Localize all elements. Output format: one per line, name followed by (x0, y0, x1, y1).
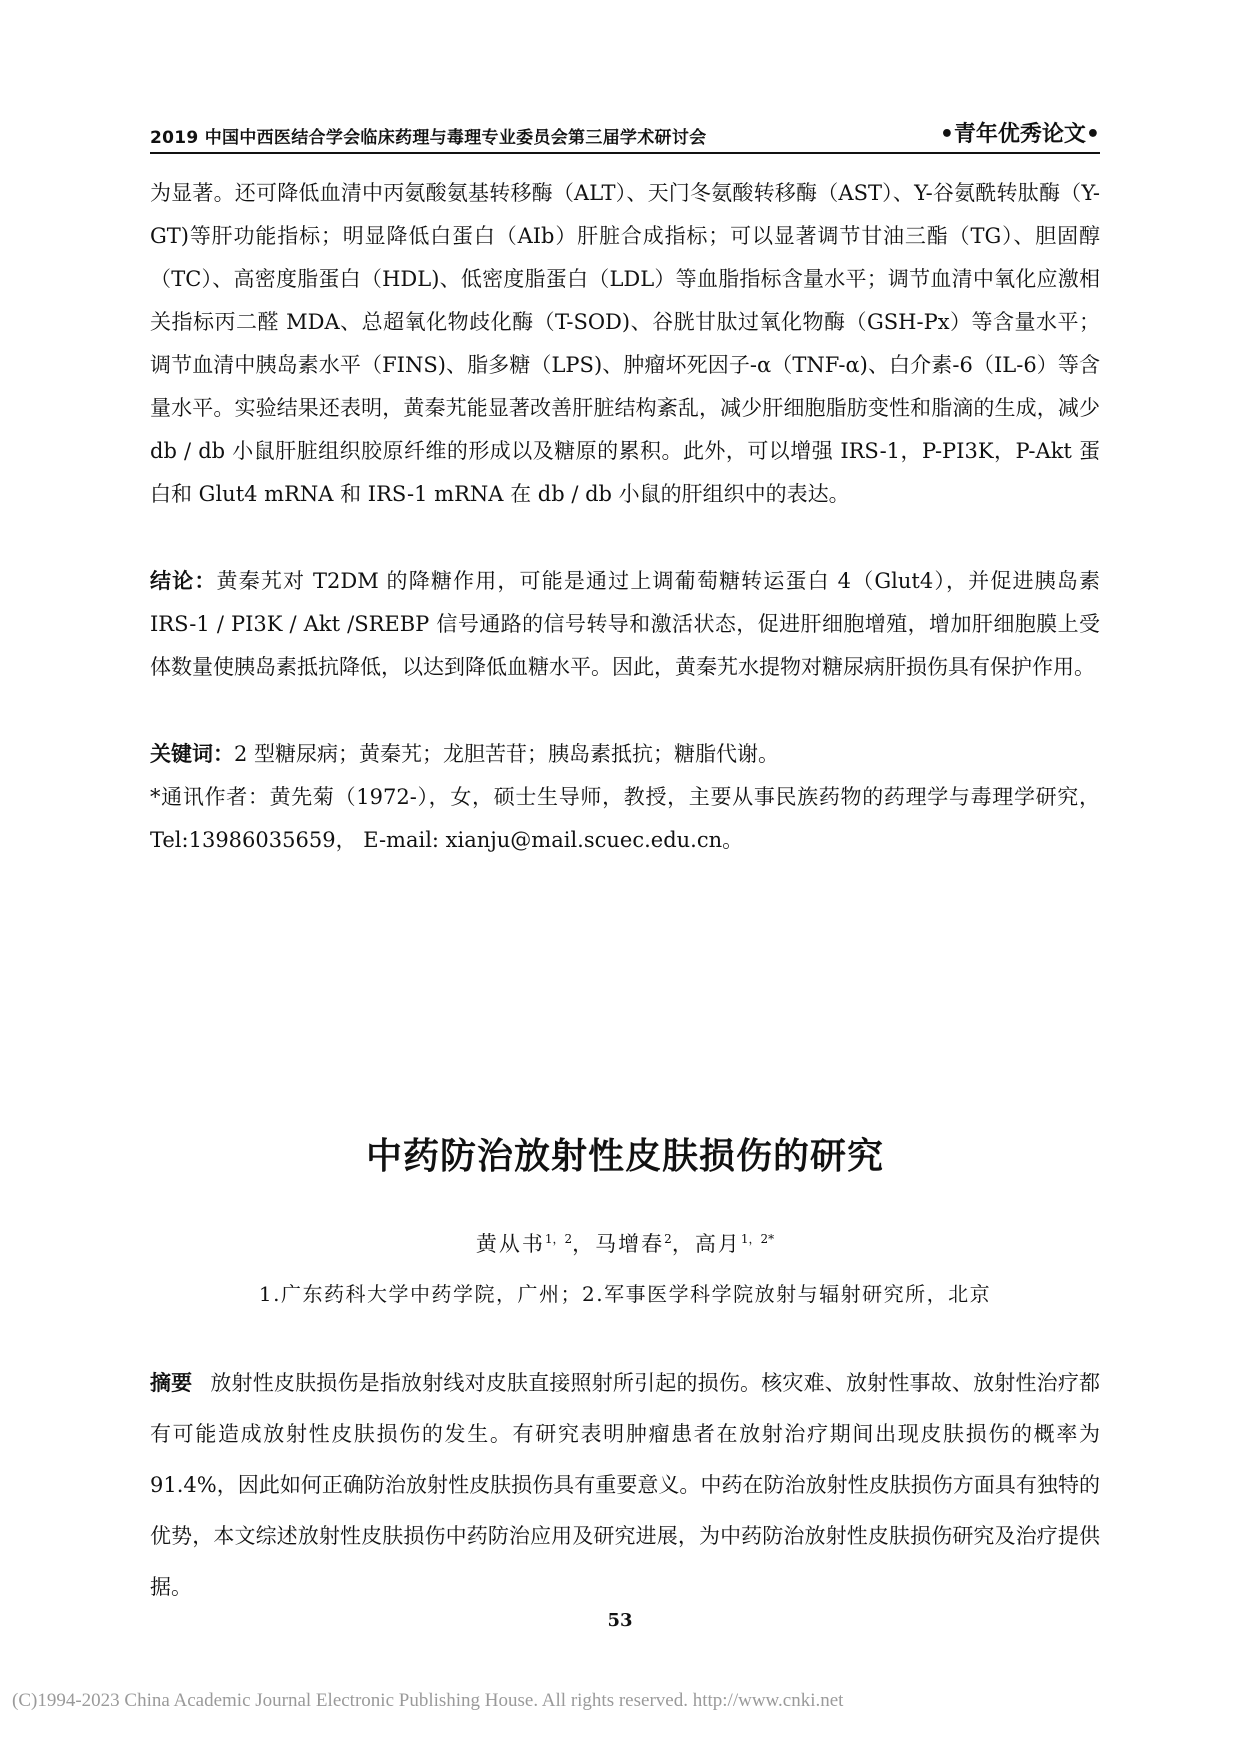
abstract-section (150, 1358, 1100, 1613)
author-name: 马增春 (595, 1232, 665, 1256)
running-header (150, 120, 1100, 154)
corresponding-author-note (150, 776, 1100, 862)
article-title: 中药防治放射性皮肤损伤的研究 (365, 1136, 884, 1177)
author-affiliation-mark: 2 (664, 1232, 672, 1246)
author-separator: ， (572, 1232, 596, 1256)
author-name: 高月 (694, 1232, 741, 1256)
corresponding-author-text: *通讯作者：黄先菊（1972-），女，硕士生导师，教授，主要从事民族药物的药理学与毒理学研究，Tel:13986035659， E-mail: xianju@mail.scuec.edu.cn。 (150, 785, 1100, 852)
keywords-section (150, 733, 1100, 776)
conclusion-section (150, 560, 1100, 689)
conference-name: 2019 中国中西医结合学会临床药理与毒理专业委员会第三届学术研讨会 (150, 128, 707, 148)
continuation-text (150, 172, 1100, 516)
keywords-paragraph (150, 733, 1100, 776)
conclusion-paragraph (150, 560, 1100, 689)
copyright-watermark: (C)1994-2023 China Academic Journal Electronic Publishing House. All rights reserved. http://www.cnki.net (12, 1690, 844, 1711)
abstract-paragraph (150, 1358, 1100, 1613)
author-affiliation-mark: 1，2 (544, 1232, 573, 1246)
conclusion-label: 结论： (150, 569, 217, 593)
results-paragraph: 为显著。还可降低血清中丙氨酸氨基转移酶（ALT）、天门冬氨酸转移酶（AST）、Y-谷氨酰转肽酶（Y-GT)等肝功能指标；明显降低白蛋白（AIb）肝脏合成指标；可以显著调节甘油三酯（TG）、胆固醇（TC）、高密度脂蛋白（HDL)、低密度脂蛋白（LDL）等血脂指标含量水平；调节血清中氧化应激相关指标丙二醛 MDA、总超氧化物歧化酶（T-SOD)、谷胱甘肽过氧化物酶（GSH-Px）等含量水平；调节血清中胰岛素水平（FINS)、脂多糖（LPS)、肿瘤坏死因子-α（TNF-α)、白介素-6（IL-6）等含量水平。实验结果还表明，黄秦艽能显著改善肝脏结构紊乱，减少肝细胞脂肪变性和脂滴的生成，减少 db / db 小鼠肝脏组织胶原纤维的形成以及糖原的累积。此外，可以增强 IRS-1，P-PI3K，P-Akt 蛋白和 Glut4 mRNA 和 IRS-1 mRNA 在 db / db 小鼠的肝组织中的表达。 (150, 181, 1100, 506)
abstract-label: 摘要 (150, 1371, 193, 1395)
author-list (150, 1228, 1100, 1258)
keywords-label: 关键词： (150, 742, 234, 766)
author-separator: ， (671, 1232, 695, 1256)
page-number: 53 (607, 1610, 633, 1631)
author-name: 黄从书 (475, 1232, 545, 1256)
keywords-text: 2 型糖尿病；黄秦艽；龙胆苦苷；胰岛素抵抗；糖脂代谢。 (234, 742, 780, 766)
affiliations: 1.广东药科大学中药学院，广州；2.军事医学科学院放射与辐射研究所，北京 (258, 1282, 992, 1306)
conclusion-text: 黄秦艽对 T2DM 的降糖作用，可能是通过上调葡萄糖转运蛋白 4（Glut4），并促进胰岛素 IRS-1 / PI3K / Akt /SREBP 信号通路的信号转导和激活状态，促进肝细胞增殖，增加肝细胞膜上受体数量使胰岛素抵抗降低，以达到降低血糖水平。因此，黄秦艽水提物对糖尿病肝损伤具有保护作用。 (150, 569, 1100, 679)
section-tag: •青年优秀论文• (939, 122, 1100, 147)
author-affiliation-mark: 1，2* (740, 1232, 775, 1246)
abstract-text: 放射性皮肤损伤是指放射线对皮肤直接照射所引起的损伤。核灾难、放射性事故、放射性治疗都有可能造成放射性皮肤损伤的发生。有研究表明肿瘤患者在放射治疗期间出现皮肤损伤的概率为 91.4%，因此如何正确防治放射性皮肤损伤具有重要意义。中药在防治放射性皮肤损伤方面具有独特的优势，本文综述放射性皮肤损伤中药防治应用及研究进展，为中药防治放射性皮肤损伤研究及治疗提供据。 (150, 1371, 1100, 1599)
